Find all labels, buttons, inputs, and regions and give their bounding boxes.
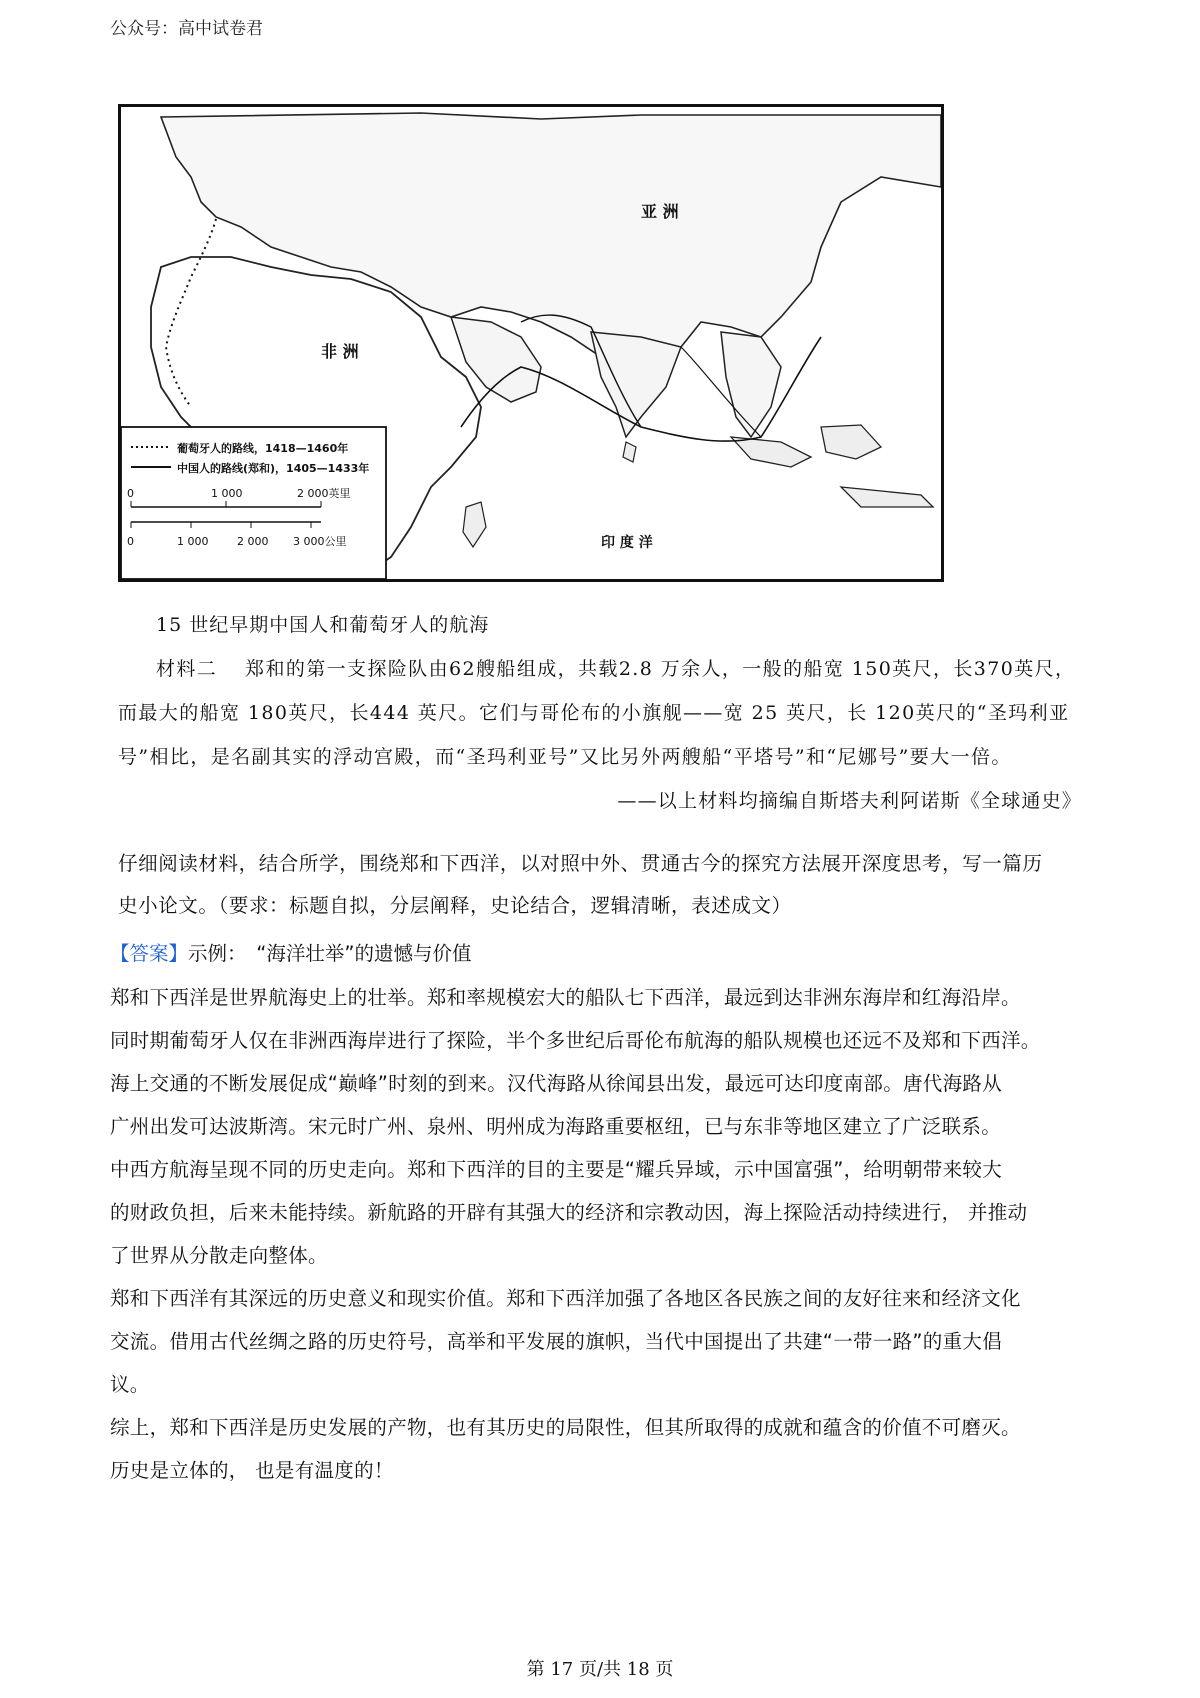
scale-mile-1000: 1 000 (211, 487, 243, 500)
legend-chinese: 中国人的路线(郑和)，1405—1433年 (177, 462, 370, 475)
answer-title: 示例： “海洋壮举”的遗憾与价值 (188, 942, 472, 965)
map-caption: 15 世纪早期中国人和葡萄牙人的航海 (156, 614, 490, 636)
scale-km-2000: 2 000 (237, 535, 269, 548)
answer-line-11: 综上，郑和下西洋是历史发展的产物，也有其历史的局限性，但其所取得的成就和蕴含的价值不可磨灭。 (110, 1416, 1021, 1439)
answer-line-4: 广州出发可达波斯湾。宋元时广州、泉州、明州成为海路重要枢纽，已与东非等地区建立了广泛联系。 (110, 1115, 1002, 1138)
material2-line-3: 号”相比，是名副其实的浮动宫殿，而“圣玛利亚号”又比另外两艘船“平塔号”和“尼娜号”要大一倍。 (118, 746, 1012, 768)
page-header: 公众号：高中试卷君 (110, 19, 263, 39)
scale-km-0: 0 (127, 535, 134, 548)
answer-line-2: 同时期葡萄牙人仅在非洲西海岸进行了探险，半个多世纪后哥伦布航海的船队规模也还远不及郑和下西洋。 (110, 1029, 1041, 1052)
answer-heading (110, 938, 471, 966)
task-line-1: 仔细阅读材料，结合所学，围绕郑和下西洋，以对照中外、贯通古今的探究方法展开深度思考，写一篇历 (118, 852, 1043, 875)
answer-line-6: 的财政负担，后来未能持续。新航路的开辟有其强大的经济和宗教动因，海上探险活动持续进行， 并推动 (110, 1201, 1028, 1224)
answer-line-1: 郑和下西洋是世界航海史上的壮举。郑和率规模宏大的船队七下西洋，最远到达非洲东海岸和红海沿岸。 (110, 986, 1021, 1009)
voyage-map (118, 104, 944, 582)
answer-line-9: 交流。借用古代丝绸之路的历史符号，高举和平发展的旗帜，当代中国提出了共建“一带一路”的重大倡 (110, 1330, 1003, 1353)
scale-mile-0: 0 (127, 487, 134, 500)
indian-ocean-label: 印 度 洋 (601, 535, 653, 551)
answer-line-3: 海上交通的不断发展促成“巅峰”时刻的到来。汉代海路从徐闻县出发，最远可达印度南部。唐代海路从 (110, 1072, 1003, 1095)
material2-line-1: 材料二 郑和的第一支探险队由62艘船组成，共载2.8 万余人，一般的船宽 150英尺，长370英尺， (156, 658, 1076, 680)
africa-label: 非 洲 (321, 342, 359, 361)
answer-line-5: 中西方航海呈现不同的历史走向。郑和下西洋的目的主要是“耀兵异域，示中国富强”，给明朝带来较大 (110, 1158, 1003, 1181)
material-source: ——以上材料均摘编自斯塔夫利阿诺斯《全球通史》 (617, 790, 1082, 812)
scale-mile-2000: 2 000英里 (297, 487, 351, 500)
answer-line-10: 议。 (110, 1373, 150, 1396)
answer-line-12: 历史是立体的， 也是有温度的！ (110, 1459, 394, 1482)
scale-km-1000: 1 000 (177, 535, 209, 548)
material2-line-2: 而最大的船宽 180英尺，长444 英尺。它们与哥伦布的小旗舰——宽 25 英尺，长 120英尺的“圣玛利亚 (118, 702, 1070, 724)
answer-tag: 【答案】 (110, 942, 189, 965)
legend-portuguese: 葡萄牙人的路线，1418—1460年 (177, 442, 349, 455)
task-line-2: 史小论文。（要求：标题自拟，分层阐释，史论结合，逻辑清晰，表述成文） (118, 894, 792, 917)
page-footer: 第 17 页/共 18 页 (526, 1659, 674, 1680)
answer-line-7: 了世界从分散走向整体。 (110, 1244, 328, 1267)
asia-label: 亚 洲 (641, 202, 679, 221)
map-drawing (121, 107, 941, 579)
scale-km-3000: 3 000公里 (293, 535, 347, 548)
answer-line-8: 郑和下西洋有其深远的历史意义和现实价值。郑和下西洋加强了各地区各民族之间的友好往来和经济文化 (110, 1287, 1021, 1310)
